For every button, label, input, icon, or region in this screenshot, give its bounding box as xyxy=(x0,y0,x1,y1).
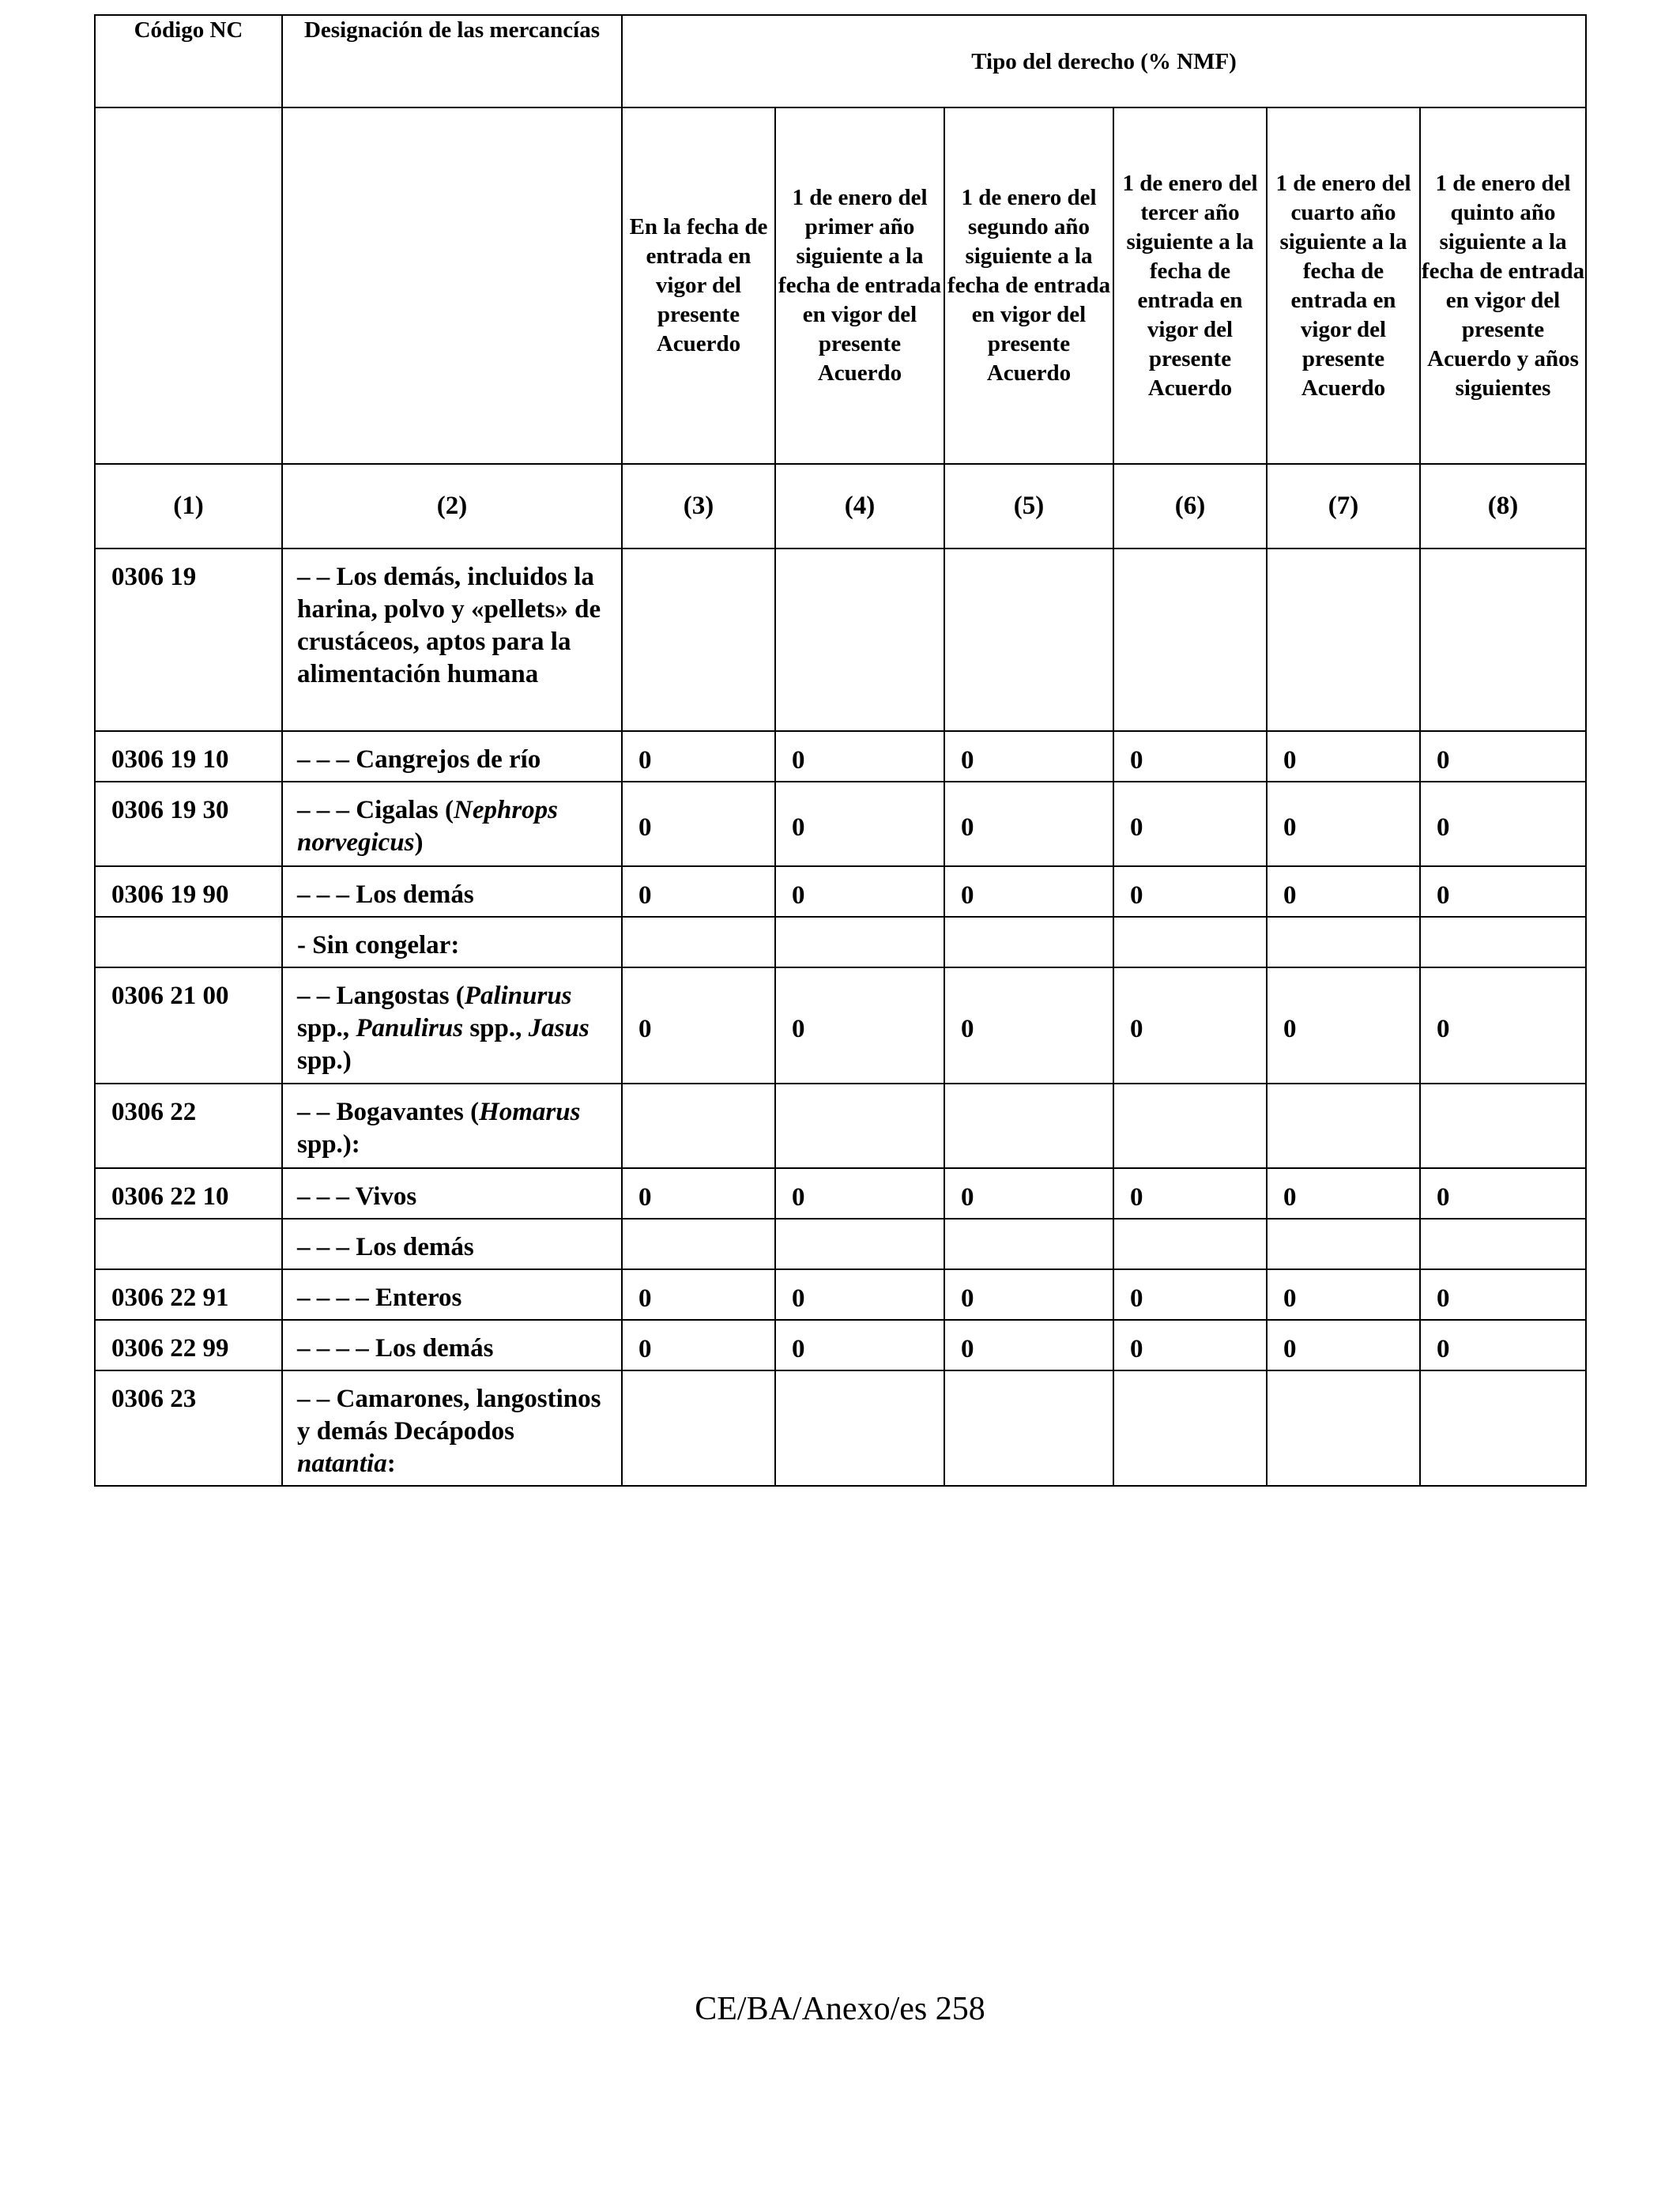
goods-description-cell xyxy=(282,967,622,1084)
duty-rate-cell xyxy=(1113,1370,1267,1486)
duty-rate-cell: 0 xyxy=(1267,731,1420,782)
description-text: – – Los demás, incluidos la harina, polvo y «pellets» de crustáceos, aptos para la alimentación humana xyxy=(297,563,601,688)
description-text: – – Bogavantes ( xyxy=(297,1098,480,1126)
description-text: ) xyxy=(414,828,424,857)
goods-description-cell xyxy=(282,1370,622,1486)
goods-description-cell xyxy=(282,731,622,782)
goods-description-cell xyxy=(282,548,622,731)
duty-rate-cell xyxy=(1113,1219,1267,1269)
description-text: Homarus xyxy=(479,1098,581,1126)
duty-rate-cell: 0 xyxy=(622,782,775,866)
duty-rate-cell: 0 xyxy=(1267,967,1420,1084)
column-number: (5) xyxy=(944,464,1113,548)
duty-rate-cell: 0 xyxy=(1420,1320,1586,1370)
duty-rate-cell: 0 xyxy=(944,782,1113,866)
duty-rate-cell: 0 xyxy=(775,1168,944,1219)
duty-rate-cell: 0 xyxy=(1420,967,1586,1084)
table-row xyxy=(95,1269,1586,1320)
description-text: spp., xyxy=(297,1014,356,1042)
duty-rate-cell: 0 xyxy=(1113,967,1267,1084)
header-row-numbers xyxy=(95,464,1586,548)
header-code: Código NC xyxy=(95,15,282,107)
description-text: spp., xyxy=(463,1014,529,1042)
page-reference: CE/BA/Anexo/es 258 xyxy=(695,1991,985,2027)
duty-rate-cell: 0 xyxy=(944,1168,1113,1219)
duty-rate-cell: 0 xyxy=(944,967,1113,1084)
duty-rate-cell: 0 xyxy=(1113,1168,1267,1219)
description-text: Nephrops norvegicus xyxy=(297,796,559,857)
duty-rate-cell: 0 xyxy=(775,1269,944,1320)
cn-code-cell: 0306 19 90 xyxy=(95,866,282,917)
duty-rate-cell xyxy=(1420,1084,1586,1168)
duty-rate-cell: 0 xyxy=(622,967,775,1084)
column-number: (6) xyxy=(1113,464,1267,548)
description-text: : xyxy=(386,1449,396,1478)
duty-rate-cell: 0 xyxy=(1113,866,1267,917)
duty-rate-cell: 0 xyxy=(622,1269,775,1320)
goods-description-cell xyxy=(282,917,622,967)
goods-description-cell xyxy=(282,1168,622,1219)
duty-rate-cell xyxy=(1113,917,1267,967)
duty-rate-cell xyxy=(944,1370,1113,1486)
tariff-table xyxy=(94,14,1587,1487)
cn-code-cell: 0306 23 xyxy=(95,1370,282,1486)
header-subcol: 1 de enero del cuarto año siguiente a la fecha de entrada en vigor del presente Acuerdo xyxy=(1267,107,1420,464)
description-text: – – – Cigalas ( xyxy=(297,796,454,824)
description-text: spp.) xyxy=(297,1046,352,1075)
duty-rate-cell: 0 xyxy=(775,1320,944,1370)
cn-code-cell xyxy=(95,917,282,967)
header-duty-group: Tipo del derecho (% NMF) xyxy=(622,15,1586,107)
duty-rate-cell: 0 xyxy=(1420,1269,1586,1320)
column-number: (1) xyxy=(95,464,282,548)
description-text: – – – Vivos xyxy=(297,1182,417,1211)
header-subcol: 1 de enero del primer año siguiente a la fecha de entrada en vigor del presente Acuerdo xyxy=(775,107,944,464)
duty-rate-cell xyxy=(775,1219,944,1269)
duty-rate-cell xyxy=(1420,1219,1586,1269)
description-text: spp.): xyxy=(297,1130,360,1159)
table-row xyxy=(95,917,1586,967)
duty-rate-cell xyxy=(775,917,944,967)
column-number: (3) xyxy=(622,464,775,548)
description-text: – – – Los demás xyxy=(297,1233,474,1261)
duty-rate-cell xyxy=(1113,1084,1267,1168)
duty-rate-cell xyxy=(1267,1219,1420,1269)
description-text: Jasus xyxy=(528,1014,590,1042)
table-row xyxy=(95,1320,1586,1370)
duty-rate-cell xyxy=(622,1084,775,1168)
table-row xyxy=(95,731,1586,782)
cn-code-cell: 0306 19 30 xyxy=(95,782,282,866)
duty-rate-cell xyxy=(775,548,944,731)
description-text: – – – – Los demás xyxy=(297,1334,494,1363)
table-row xyxy=(95,782,1586,866)
duty-rate-cell: 0 xyxy=(775,967,944,1084)
duty-rate-cell: 0 xyxy=(944,866,1113,917)
duty-rate-cell: 0 xyxy=(622,1168,775,1219)
duty-rate-cell xyxy=(1420,548,1586,731)
header-description: Designación de las mercancías xyxy=(282,15,622,107)
header-subcol: 1 de enero del quinto año siguiente a la fecha de entrada en vigor del presente Acuerdo y años siguientes xyxy=(1420,107,1586,464)
description-text: – – – Cangrejos de río xyxy=(297,745,541,774)
duty-rate-cell xyxy=(1113,548,1267,731)
cn-code-cell xyxy=(95,1219,282,1269)
description-text: - Sin congelar: xyxy=(297,931,460,959)
duty-rate-cell: 0 xyxy=(1267,1168,1420,1219)
header-subcol: 1 de enero del tercer año siguiente a la fecha de entrada en vigor del presente Acuerdo xyxy=(1113,107,1267,464)
duty-rate-cell: 0 xyxy=(775,731,944,782)
duty-rate-cell xyxy=(1267,1084,1420,1168)
description-text: – – Langostas ( xyxy=(297,982,465,1010)
table-row xyxy=(95,1219,1586,1269)
description-text: – – – Los demás xyxy=(297,880,474,909)
goods-description-cell xyxy=(282,1269,622,1320)
duty-rate-cell: 0 xyxy=(1113,1320,1267,1370)
duty-rate-cell: 0 xyxy=(944,1269,1113,1320)
cn-code-cell: 0306 22 91 xyxy=(95,1269,282,1320)
column-number: (2) xyxy=(282,464,622,548)
duty-rate-cell: 0 xyxy=(1267,1320,1420,1370)
header-empty-code xyxy=(95,107,282,464)
column-number: (4) xyxy=(775,464,944,548)
duty-rate-cell: 0 xyxy=(622,731,775,782)
duty-rate-cell: 0 xyxy=(944,1320,1113,1370)
table-body xyxy=(95,548,1586,1486)
cn-code-cell: 0306 22 xyxy=(95,1084,282,1168)
duty-rate-cell xyxy=(1420,917,1586,967)
duty-rate-cell: 0 xyxy=(775,782,944,866)
duty-rate-cell: 0 xyxy=(1267,782,1420,866)
table-row xyxy=(95,866,1586,917)
goods-description-cell xyxy=(282,782,622,866)
header-row-top xyxy=(95,15,1586,107)
column-number: (8) xyxy=(1420,464,1586,548)
goods-description-cell xyxy=(282,1320,622,1370)
duty-rate-cell: 0 xyxy=(1113,1269,1267,1320)
header-row-subcolumns xyxy=(95,107,1586,464)
goods-description-cell xyxy=(282,866,622,917)
duty-rate-cell xyxy=(944,917,1113,967)
header-empty-description xyxy=(282,107,622,464)
column-number: (7) xyxy=(1267,464,1420,548)
description-text: natantia xyxy=(297,1449,387,1478)
header-subcol: 1 de enero del segundo año siguiente a la fecha de entrada en vigor del presente Acuerdo xyxy=(944,107,1113,464)
duty-rate-cell xyxy=(1267,548,1420,731)
cn-code-cell: 0306 19 xyxy=(95,548,282,731)
duty-rate-cell: 0 xyxy=(1267,1269,1420,1320)
duty-rate-cell: 0 xyxy=(1420,782,1586,866)
table-row xyxy=(95,1084,1586,1168)
goods-description-cell xyxy=(282,1084,622,1168)
duty-rate-cell xyxy=(944,548,1113,731)
description-text: – – Camarones, langostinos y demás Decápodos xyxy=(297,1385,601,1446)
duty-rate-cell xyxy=(775,1370,944,1486)
duty-rate-cell: 0 xyxy=(622,866,775,917)
duty-rate-cell xyxy=(622,1219,775,1269)
table-row xyxy=(95,548,1586,731)
duty-rate-cell xyxy=(622,1370,775,1486)
duty-rate-cell: 0 xyxy=(944,731,1113,782)
duty-rate-cell xyxy=(944,1084,1113,1168)
duty-rate-cell: 0 xyxy=(1420,866,1586,917)
table-row xyxy=(95,1370,1586,1486)
cn-code-cell: 0306 21 00 xyxy=(95,967,282,1084)
cn-code-cell: 0306 22 10 xyxy=(95,1168,282,1219)
duty-rate-cell xyxy=(1267,1370,1420,1486)
duty-rate-cell xyxy=(622,548,775,731)
duty-rate-cell: 0 xyxy=(1113,731,1267,782)
header-subcol: En la fecha de entrada en vigor del presente Acuerdo xyxy=(622,107,775,464)
duty-rate-cell: 0 xyxy=(1420,1168,1586,1219)
table-row xyxy=(95,967,1586,1084)
duty-rate-cell: 0 xyxy=(775,866,944,917)
duty-rate-cell xyxy=(622,917,775,967)
table-row xyxy=(95,1168,1586,1219)
description-text: Panulirus xyxy=(356,1014,464,1042)
duty-rate-cell xyxy=(775,1084,944,1168)
cn-code-cell: 0306 19 10 xyxy=(95,731,282,782)
cn-code-cell: 0306 22 99 xyxy=(95,1320,282,1370)
goods-description-cell xyxy=(282,1219,622,1269)
description-text: – – – – Enteros xyxy=(297,1284,462,1312)
duty-rate-cell xyxy=(944,1219,1113,1269)
duty-rate-cell: 0 xyxy=(1113,782,1267,866)
duty-rate-cell xyxy=(1420,1370,1586,1486)
description-text: Palinurus xyxy=(464,982,572,1010)
duty-rate-cell: 0 xyxy=(1420,731,1586,782)
duty-rate-cell: 0 xyxy=(622,1320,775,1370)
duty-rate-cell: 0 xyxy=(1267,866,1420,917)
duty-rate-cell xyxy=(1267,917,1420,967)
